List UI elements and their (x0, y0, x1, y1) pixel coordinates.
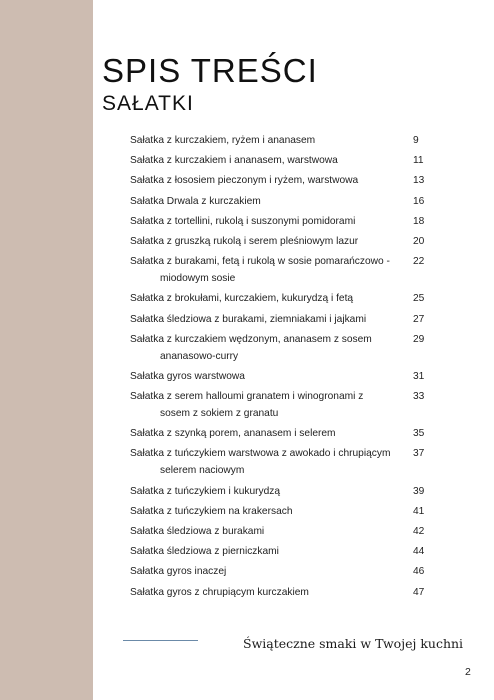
toc-entry-title-line: Sałatka z tuńczykiem na krakersach (130, 505, 293, 517)
toc-entry[interactable] (130, 503, 435, 520)
toc-entry[interactable] (130, 388, 435, 422)
toc-entry-title-line: Sałatka z tuńczykiem warstwowa z awokado i chrupiącym (130, 448, 391, 460)
toc-entry-title (130, 563, 410, 580)
toc-entry-title (130, 233, 410, 250)
toc-entry-page: 9 (413, 135, 419, 146)
toc-entry-title-line: Sałatka z kurczakiem, ryżem i ananasem (130, 135, 316, 146)
footer-tagline: Świąteczne smaki w Twojej kuchni (243, 636, 464, 651)
toc-entry[interactable] (130, 445, 435, 479)
toc-entry[interactable] (130, 543, 435, 560)
footer-divider (123, 640, 198, 641)
toc-entry-title-line: Sałatka z brokułami, kurczakiem, kukurydzą i fetą (130, 293, 354, 305)
toc-entry-title-continuation: sosem z sokiem z granatu (160, 408, 279, 420)
toc-entry-page: 33 (413, 391, 425, 403)
toc-entry-title-line: Sałatka gyros warstwowa (130, 370, 245, 382)
toc-entry-page: 11 (413, 155, 424, 167)
toc-entry-title-continuation: miodowym sosie (160, 273, 236, 285)
toc-entry-title-line: Sałatka z szynką porem, ananasem i selerem (130, 428, 336, 440)
toc-entry-title (130, 584, 410, 601)
decorative-side-band (0, 0, 93, 700)
section-subtitle: SAŁATKI (102, 92, 194, 115)
toc-entry-page: 35 (413, 428, 425, 440)
toc-entry[interactable] (130, 290, 435, 307)
toc-entry[interactable] (130, 132, 435, 149)
toc-entry-title-line: Sałatka z łososiem pieczonym i ryżem, warstwowa (130, 175, 359, 187)
toc-entry-title-line: Sałatka śledziowa z burakami (130, 526, 265, 537)
toc-entry-title-line: Sałatka Drwala z kurczakiem (130, 195, 261, 207)
toc-entry[interactable] (130, 172, 435, 189)
toc-entry-title (130, 388, 410, 422)
toc-entry-title-line: Sałatka śledziowa z burakami, ziemniakami i jajkami (130, 313, 367, 325)
toc-entry[interactable] (130, 152, 435, 169)
toc-entry-title (130, 523, 410, 540)
toc-entry-title-line: Sałatka z tortellini, rukolą i suszonymi pomidorami (130, 215, 356, 227)
toc-entry-title (130, 368, 410, 385)
toc-entry[interactable] (130, 584, 435, 601)
toc-entry-title (130, 425, 410, 442)
toc-entry-title (130, 152, 410, 169)
toc-entry[interactable] (130, 193, 435, 210)
toc-entry[interactable] (130, 425, 435, 442)
toc-entry-title (130, 331, 410, 365)
toc-entry[interactable] (130, 368, 435, 385)
toc-entry[interactable] (130, 213, 435, 230)
toc-entry-title (130, 213, 410, 230)
toc-entry-title (130, 172, 410, 189)
toc-entry-page: 25 (413, 293, 425, 305)
toc-entry-title (130, 132, 410, 149)
toc-entry-page: 27 (413, 313, 425, 325)
toc-entry-page: 29 (413, 333, 425, 345)
toc-entry-title (130, 445, 410, 479)
toc-entry-title (130, 193, 410, 210)
toc-entry[interactable] (130, 311, 435, 328)
toc-entry-page: 22 (413, 256, 425, 268)
toc-entry-page: 41 (413, 505, 425, 517)
toc-entry-title (130, 290, 410, 307)
toc-entry-page: 42 (413, 526, 425, 537)
toc-entry[interactable] (130, 483, 435, 500)
table-of-contents (130, 132, 435, 604)
page-number: 2 (465, 666, 471, 678)
toc-entry-title-line: Sałatka śledziowa z pierniczkami (130, 546, 279, 558)
toc-entry-title-line: Sałatka z kurczakiem wędzonym, ananasem z sosem (130, 333, 372, 345)
toc-entry-title-line: Sałatka z tuńczykiem i kukurydzą (130, 485, 281, 497)
page-title: SPIS TREŚCI (102, 52, 318, 89)
toc-entry-title-line: Sałatka z kurczakiem i ananasem, warstwowa (130, 155, 338, 167)
toc-entry-title (130, 503, 410, 520)
toc-entry-page: 39 (413, 485, 425, 497)
toc-entry-page: 47 (413, 586, 425, 598)
toc-entry-page: 46 (413, 566, 425, 578)
toc-entry-title-continuation: ananasowo-curry (160, 350, 239, 362)
toc-entry-title-line: Sałatka z serem halloumi granatem i winogronami z (130, 391, 364, 403)
toc-entry-page: 20 (413, 235, 425, 247)
toc-entry-page: 16 (413, 195, 425, 207)
toc-entry-title-line: Sałatka z burakami, fetą i rukolą w sosie pomarańczowo - (130, 256, 390, 268)
toc-entry[interactable] (130, 253, 435, 287)
toc-entry-title-line: Sałatka gyros inaczej (130, 566, 227, 578)
toc-entry-title (130, 543, 410, 560)
toc-entry-title (130, 253, 410, 287)
toc-entry-title-continuation: selerem naciowym (160, 465, 245, 477)
toc-entry-title (130, 311, 410, 328)
toc-entry-page: 18 (413, 215, 425, 227)
toc-entry-page: 44 (413, 546, 425, 558)
toc-entry-page: 31 (413, 370, 425, 382)
toc-entry[interactable] (130, 563, 435, 580)
toc-entry[interactable] (130, 233, 435, 250)
toc-entry-title-line: Sałatka gyros z chrupiącym kurczakiem (130, 586, 309, 598)
toc-entry[interactable] (130, 523, 435, 540)
toc-entry-title-line: Sałatka z gruszką rukolą i serem pleśniowym lazur (130, 235, 359, 247)
toc-entry-page: 37 (413, 448, 425, 460)
toc-entry[interactable] (130, 331, 435, 365)
toc-entry-page: 13 (413, 175, 425, 187)
toc-entry-title (130, 483, 410, 500)
